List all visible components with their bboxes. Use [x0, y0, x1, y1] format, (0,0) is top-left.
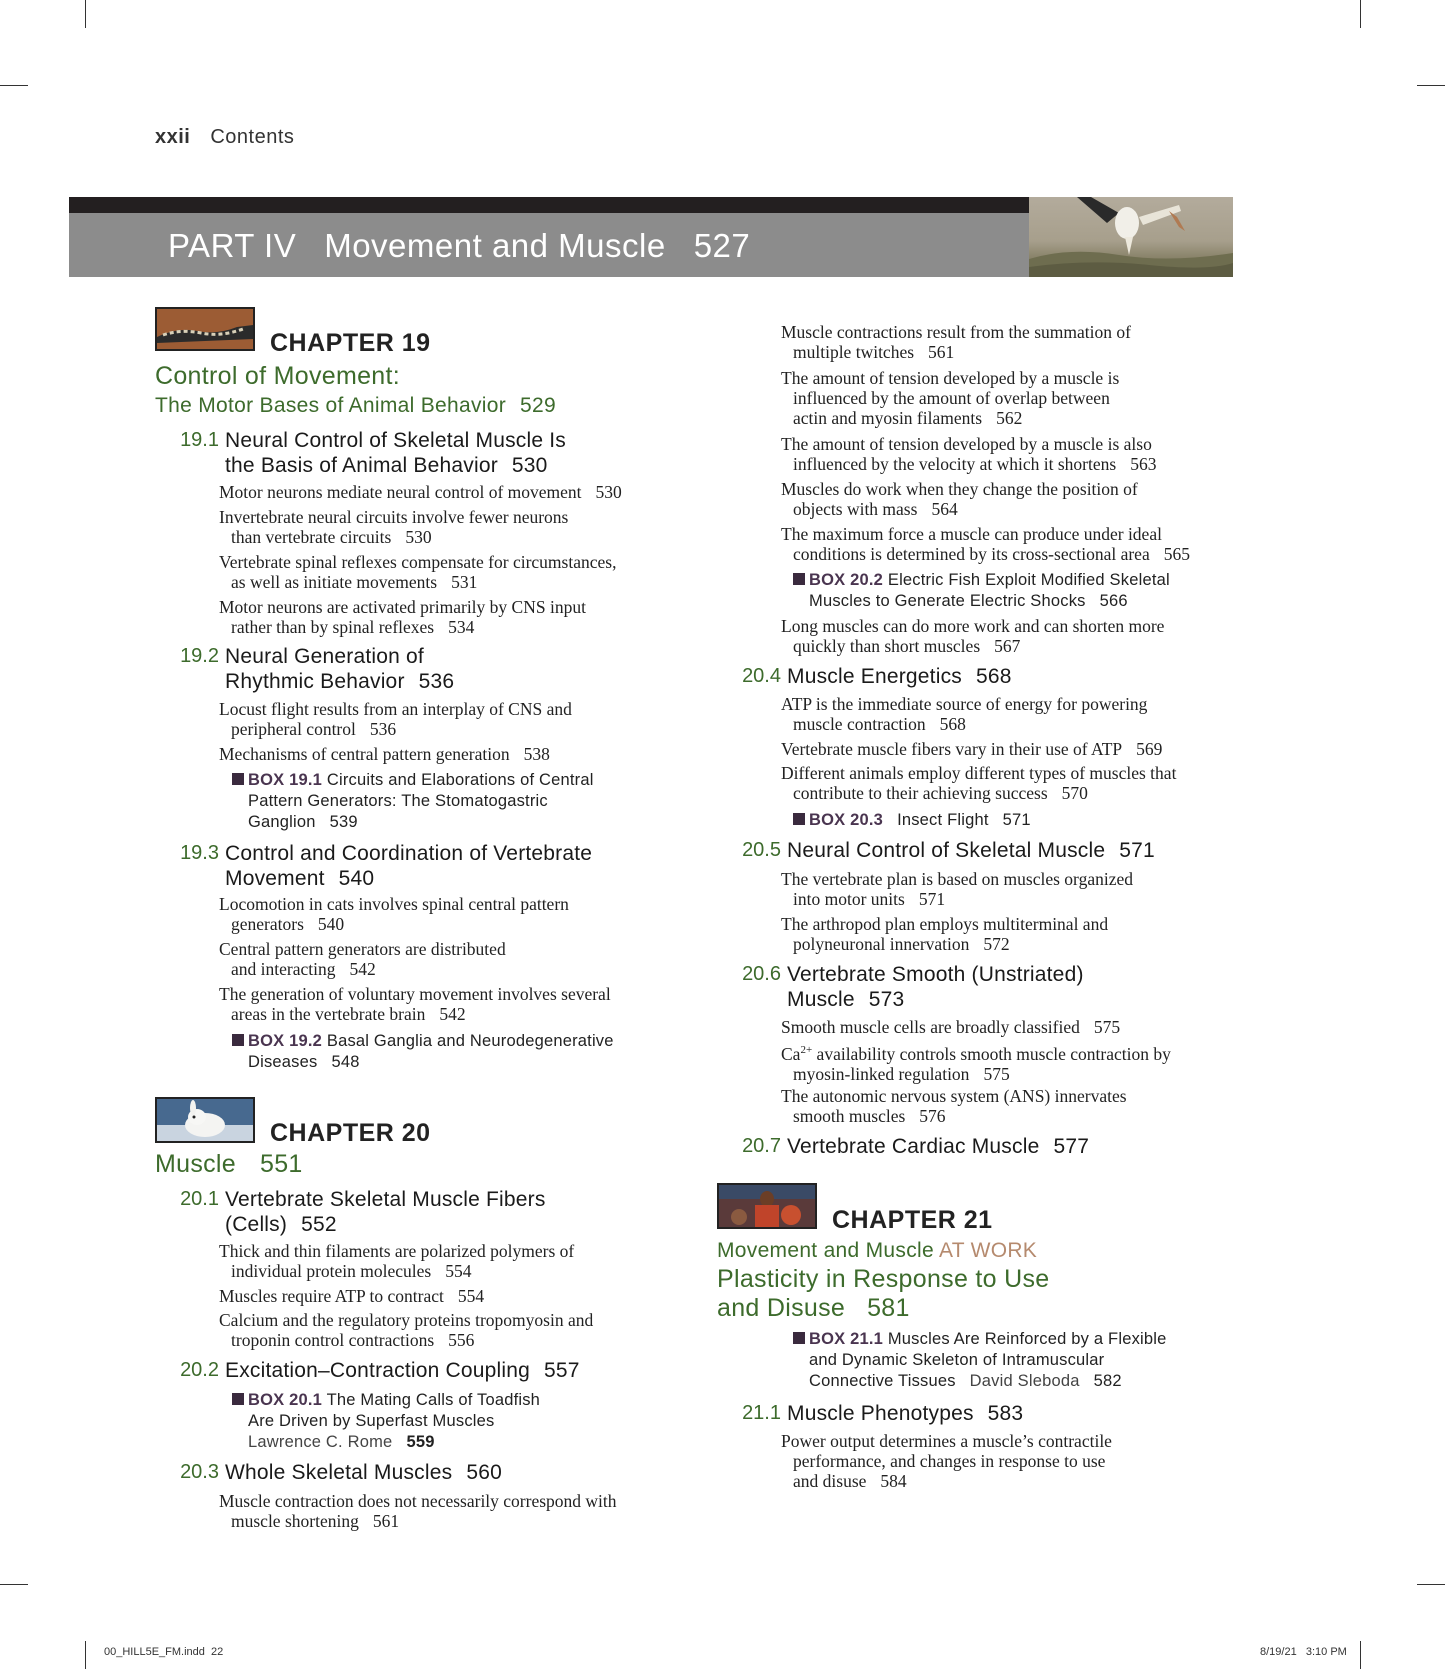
box-square-icon	[793, 813, 805, 825]
entry[interactable]: The amount of tension developed by a muscle is also influenced by the velocity at which it shortens 563	[781, 434, 1157, 474]
box-square-icon	[232, 1034, 244, 1046]
entry[interactable]: Different animals employ different types of muscles that contribute to their achieving success 570	[781, 763, 1177, 803]
entry[interactable]: Muscle contractions result from the summation of multiple twitches 561	[781, 322, 1131, 362]
entry[interactable]: Muscles require ATP to contract 554	[219, 1286, 485, 1306]
chapter-19-subtitle: The Motor Bases of Animal Behavior 529	[155, 394, 556, 417]
box-21-1[interactable]: BOX 21.1 Muscles Are Reinforced by a Flexible and Dynamic Skeleton of Intramuscular Connective Tissues David Sleboda 582	[793, 1329, 1167, 1392]
entry[interactable]: Thick and thin filaments are polarized polymers of individual protein molecules 554	[219, 1241, 575, 1281]
entry[interactable]: The vertebrate plan is based on muscles organized into motor units 571	[781, 869, 1133, 909]
entry[interactable]: Vertebrate muscle fibers vary in their use of ATP 569	[781, 739, 1163, 759]
entry[interactable]: Smooth muscle cells are broadly classified 575	[781, 1017, 1121, 1037]
page-number: xxii	[155, 126, 191, 148]
entry[interactable]: Central pattern generators are distributed and interacting 542	[219, 939, 506, 979]
chapter-21-kicker: Movement and Muscle AT WORK	[717, 1239, 1038, 1262]
running-head	[155, 126, 294, 149]
box-square-icon	[793, 573, 805, 585]
box-20-3[interactable]: BOX 20.3 Insect Flight 571	[793, 810, 1031, 831]
crop-mark	[1417, 85, 1445, 86]
chapter-20-title: Muscle 551	[155, 1150, 303, 1178]
entry[interactable]: Locomotion in cats involves spinal central pattern generators 540	[219, 894, 569, 934]
entry[interactable]: Invertebrate neural circuits involve fewer neurons than vertebrate circuits 530	[219, 507, 569, 547]
box-20-2[interactable]: BOX 20.2 Electric Fish Exploit Modified Skeletal Muscles to Generate Electric Shocks 566	[793, 570, 1170, 612]
part-title	[168, 227, 750, 265]
entry[interactable]: The generation of voluntary movement involves several areas in the vertebrate brain 542	[219, 984, 611, 1024]
slug-date: 8/19/21 3:10 PM	[1260, 1646, 1347, 1658]
crop-mark	[0, 1584, 28, 1585]
box-19-2[interactable]: BOX 19.2 Basal Ganglia and Neurodegenerative Diseases 548	[232, 1031, 614, 1073]
entry[interactable]: The maximum force a muscle can produce under ideal conditions is determined by its cross-sectional area 565	[781, 524, 1190, 564]
entry[interactable]: Vertebrate spinal reflexes compensate for circumstances, as well as initiate movements 531	[219, 552, 617, 592]
entry[interactable]: The amount of tension developed by a muscle is influenced by the amount of overlap between actin and myosin filaments 562	[781, 368, 1120, 428]
box-square-icon	[232, 1393, 244, 1405]
box-square-icon	[793, 1332, 805, 1344]
box-20-1[interactable]: BOX 20.1 The Mating Calls of Toadfish Are Driven by Superfast Muscles Lawrence C. Rome 559	[232, 1390, 540, 1453]
chapter-21-label: CHAPTER 21	[832, 1206, 993, 1234]
entry[interactable]: ATP is the immediate source of energy for powering muscle contraction 568	[781, 694, 1148, 734]
chapter-19-title: Control of Movement:	[155, 362, 400, 390]
part-page: 527	[693, 227, 751, 264]
box-19-1[interactable]: BOX 19.1 Circuits and Elaborations of Central Pattern Generators: The Stomatogastric Ganglion 539	[232, 770, 594, 833]
entry[interactable]: Long muscles can do more work and can shorten more quickly than short muscles 567	[781, 616, 1165, 656]
crop-mark	[85, 1641, 86, 1669]
entry[interactable]: Muscle contraction does not necessarily correspond with muscle shortening 561	[219, 1491, 617, 1531]
banner-top-rule	[69, 197, 1029, 213]
entry[interactable]: The autonomic nervous system (ANS) innervates smooth muscles 576	[781, 1086, 1127, 1126]
entry[interactable]: Motor neurons are activated primarily by CNS input rather than by spinal reflexes 534	[219, 597, 586, 637]
slug-file: 00_HILL5E_FM.indd 22	[104, 1646, 224, 1658]
chapter-19-label: CHAPTER 19	[270, 329, 431, 357]
entry[interactable]: Muscles do work when they change the position of objects with mass 564	[781, 479, 1138, 519]
part-name: Movement and Muscle	[324, 227, 666, 264]
crop-mark	[1360, 0, 1361, 28]
crop-mark	[1360, 1641, 1361, 1669]
entry[interactable]: Power output determines a muscle’s contractile performance, and changes in response to use and disuse 584	[781, 1431, 1112, 1491]
entry[interactable]: The arthropod plan employs multiterminal and polyneuronal innervation 572	[781, 914, 1109, 954]
box-square-icon	[232, 773, 244, 785]
part-photo-bird	[1029, 197, 1233, 277]
part-label: PART IV	[168, 227, 297, 264]
entry[interactable]: Motor neurons mediate neural control of movement 530	[219, 482, 622, 502]
running-head-label: Contents	[210, 126, 295, 148]
entry[interactable]: $Ca^{2+}$ availability controls smooth muscle contraction by myosin-linked regulation 575	[781, 1043, 1171, 1084]
crop-mark	[0, 85, 28, 86]
entry[interactable]: Locust flight results from an interplay of CNS and peripheral control 536	[219, 699, 572, 739]
chapter-20-thumbnail	[155, 1097, 255, 1143]
chapter-21-title: Plasticity in Response to Use and Disuse 581	[717, 1265, 1050, 1322]
crop-mark	[85, 0, 86, 28]
chapter-20-label: CHAPTER 20	[270, 1119, 431, 1147]
entry[interactable]: Mechanisms of central pattern generation 538	[219, 744, 550, 764]
chapter-19-thumbnail	[155, 307, 255, 351]
crop-mark	[1417, 1584, 1445, 1585]
entry[interactable]: Calcium and the regulatory proteins tropomyosin and troponin control contractions 556	[219, 1310, 594, 1350]
chapter-21-thumbnail	[717, 1183, 817, 1229]
part-banner	[69, 197, 1233, 277]
